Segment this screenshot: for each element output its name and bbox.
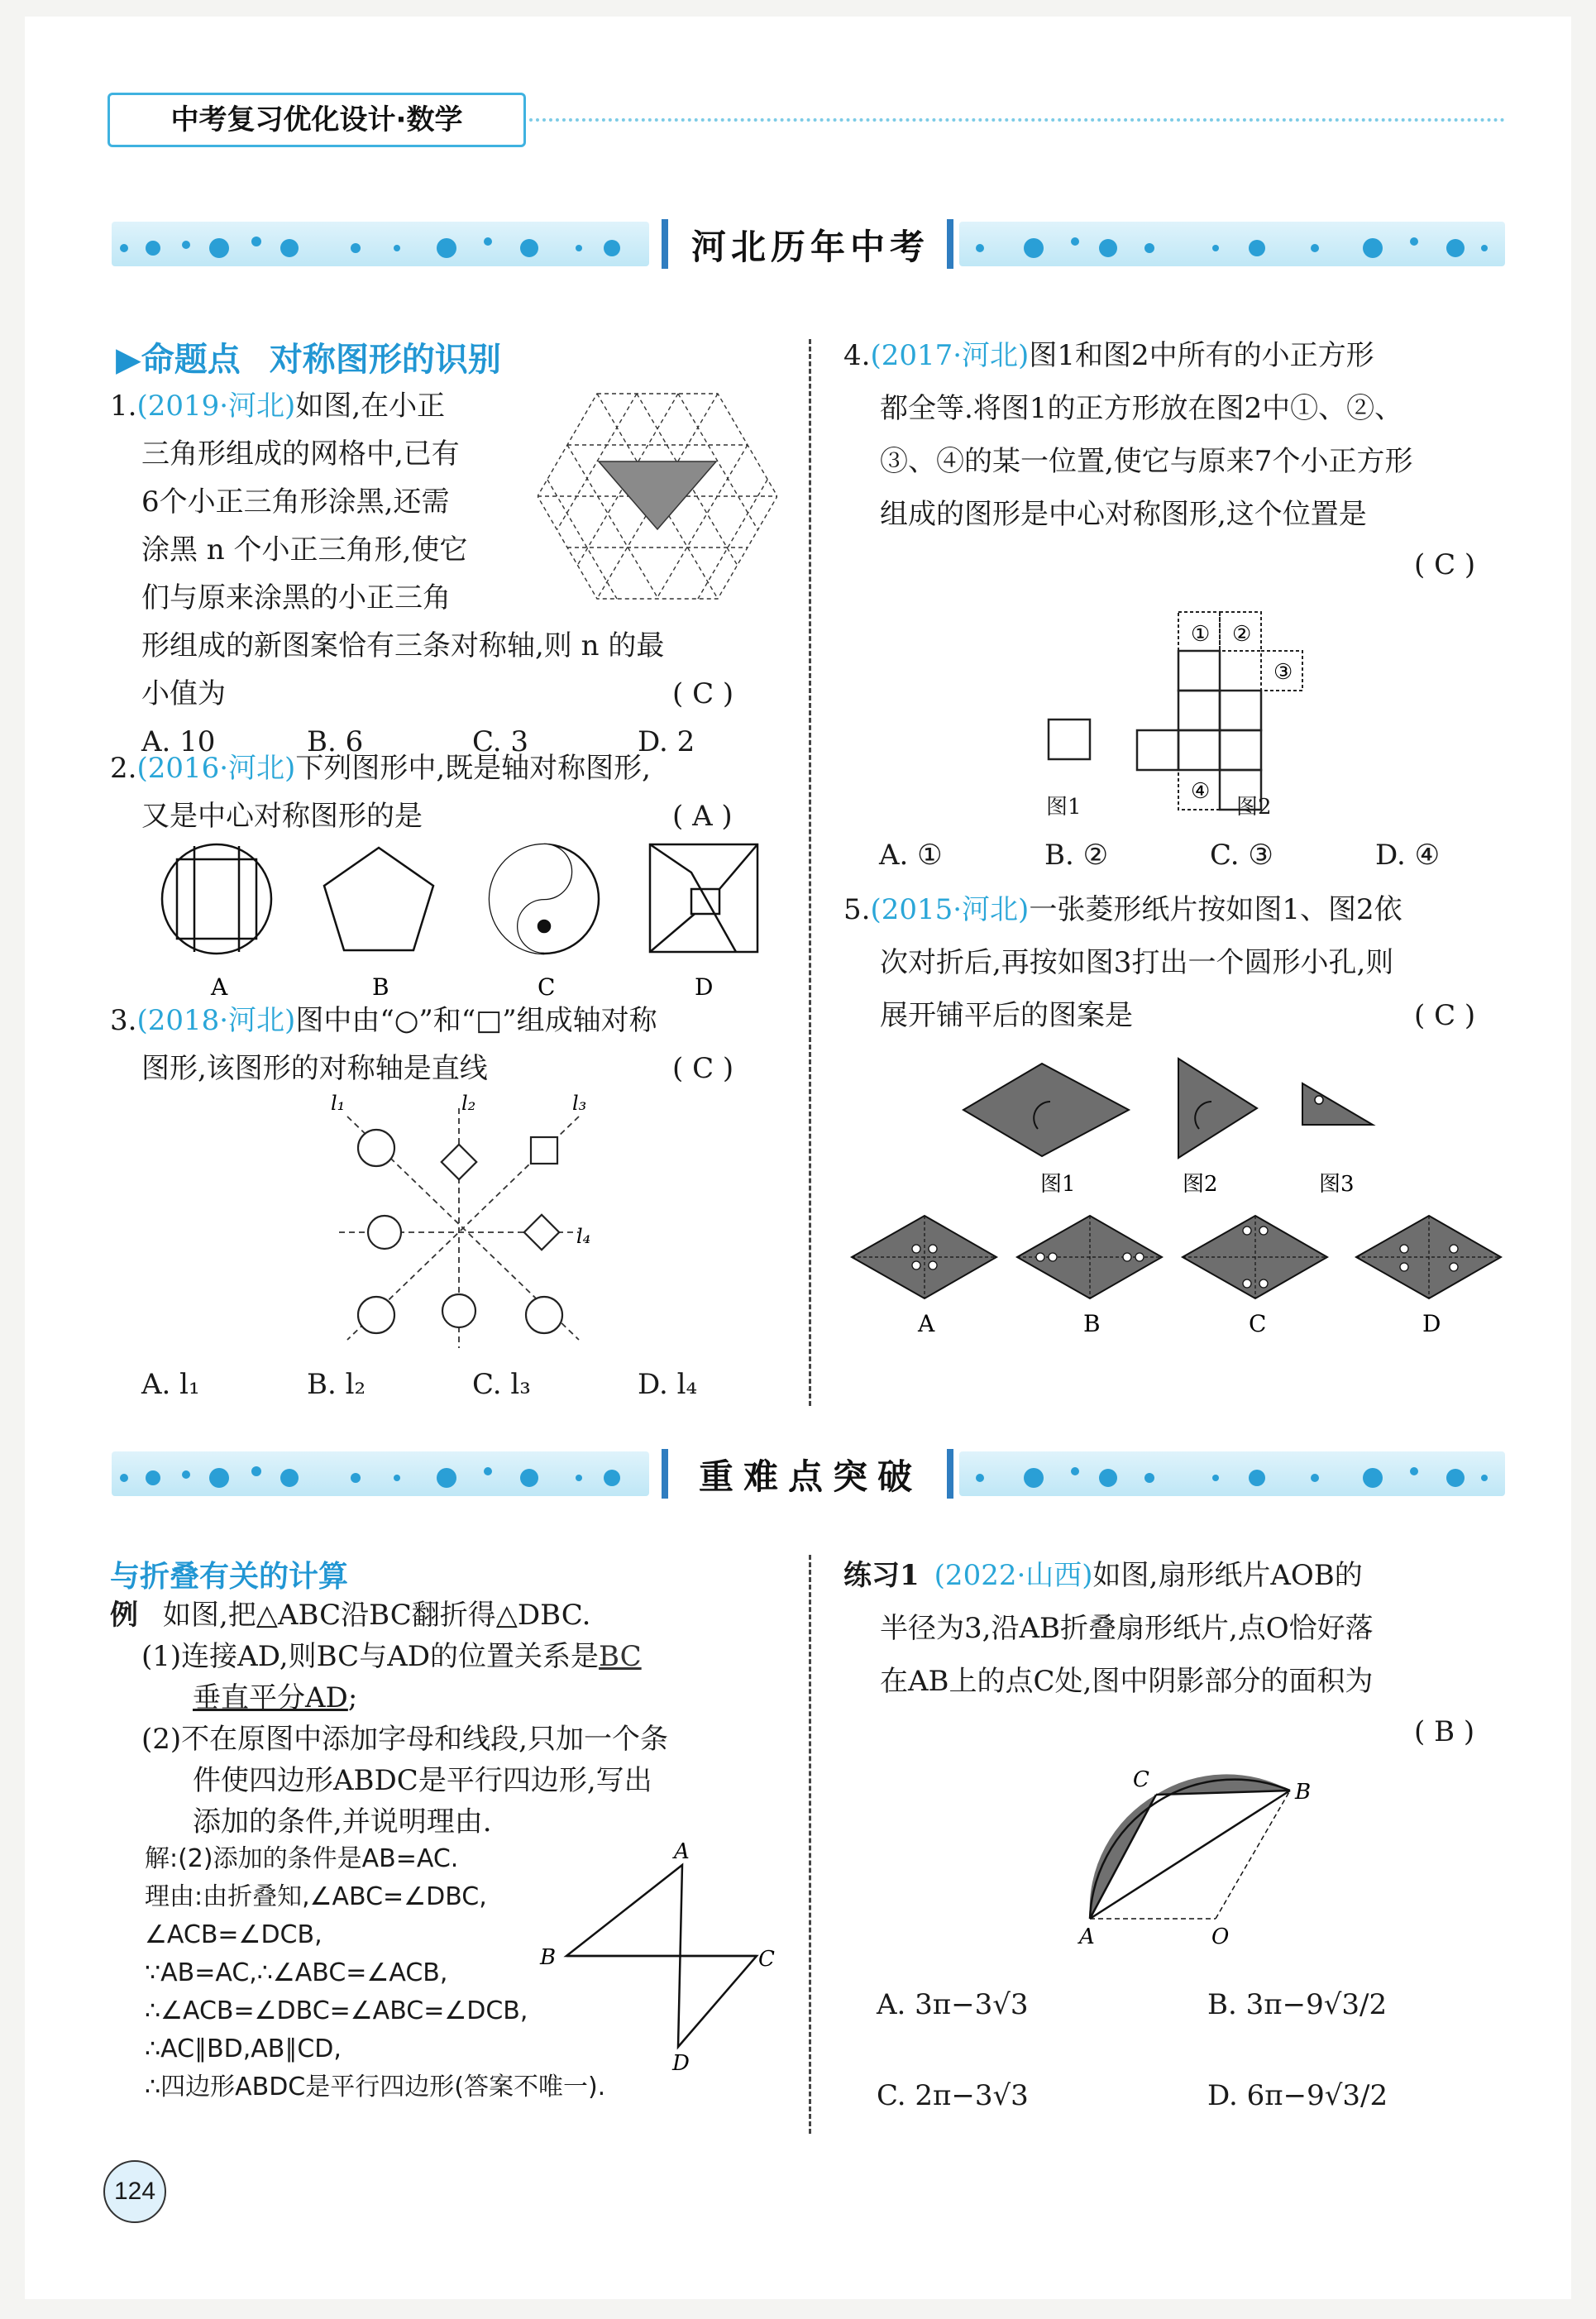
practice-option-a: A. 3π−3√3 [877,1988,1029,2021]
q1-source: (2019·河北) [136,390,296,423]
kite-label-a: A [674,1840,690,1864]
section-bar-left [662,219,668,269]
band2-decoration-left [116,1455,645,1494]
q2-label-d: D [695,973,714,1001]
q5-fig2-caption: 图2 [1183,1172,1218,1197]
practice-tag: 练习1 [843,1559,920,1592]
band2-decoration-right [968,1455,1497,1494]
kite-label-b: B [540,1945,557,1970]
line-l3-label: l₃ [572,1092,587,1115]
q4-source: (2017·河北) [870,339,1030,372]
q3-options [141,1360,803,1408]
q2-answer: ( A ) [672,800,733,833]
practice-source: (2022·山西) [934,1559,1093,1592]
example-answer-2: 垂直平分AD [193,1681,348,1714]
q5-fig1-caption: 图1 [1040,1172,1076,1197]
question-5: 5.(2015·河北)一张菱形纸片按如图1、图2依 次对折后,再按如图3打出一个圆形小孔,则 展开铺平后的图案是 ( C ) [843,883,1522,1042]
header-dotted-rule [529,118,1505,122]
topic-marker-icon: ▶ [116,341,141,379]
topic2-heading: 与折叠有关的计算 [110,1560,349,1594]
practice-options [877,1981,1538,2112]
q5-fold-figures [959,1050,1406,1199]
practice-option-b: B. 3π−9√3/2 [1207,1988,1388,2021]
line-l4-label: l₄ [576,1225,591,1248]
band-decoration-right [968,225,1497,265]
q4-option-a: A. ① [879,839,943,872]
column-divider [809,339,811,1406]
q4-fig1-caption: 图1 [1046,795,1082,820]
q2-source: (2016·河北) [136,752,296,785]
section2-bar-left [662,1449,668,1499]
example-answer-1: BC [599,1640,642,1673]
q4-option-d: D. ④ [1375,839,1441,872]
sector-label-o: O [1211,1925,1230,1949]
practice-option-c: C. 2π−3√3 [877,2079,1029,2112]
question-3: 3.(2018·河北)图中由“○”和“□”组成轴对称 图形,该图形的对称轴是直线 ( C ) [110,997,772,1093]
kite-label-d: D [672,2051,690,2072]
q3-source: (2018·河北) [136,1004,296,1037]
sector-label-b: B [1295,1780,1312,1805]
practice-1: 练习1 (2022·山西)如图,扇形纸片AOB的 半径为3,沿AB折叠扇形纸片,点O恰好落 在AB上的点C处,图中阴影部分的面积为 ( B ) [843,1549,1522,1757]
column-divider-2 [809,1555,811,2134]
section-bar-right [947,219,953,269]
q1-option-c: C. 3 [472,725,529,758]
q4-pos-2: ② [1232,622,1252,647]
topic-heading [116,333,501,380]
q1-option-a: A. 10 [141,725,216,758]
q4-option-b: B. ② [1044,839,1109,872]
q3-symmetry-figure [331,1092,604,1356]
line-l1-label: l₁ [331,1092,346,1115]
q5-option-b-label: B [1083,1310,1101,1337]
q5-fig3-caption: 图3 [1319,1172,1355,1197]
q2-label-c: C [538,973,556,1001]
sector-label-c: C [1133,1767,1149,1792]
topic-name: 对称图形的识别 [269,341,501,379]
example-solution: 解:(2)添加的条件是AB=AC. 理由:由折叠知,∠ABC=∠DBC, ∠ACB=∠DCB, ∵AB=AC,∴∠ABC=∠ACB, ∴∠ACB=∠DBC=∠ABC=∠DCB, ∴AC∥BD,AB∥CD, ∴四边形ABDC是平行四边形(答案不唯一). [145,1844,606,2101]
q2-figures [157,839,769,1001]
section2-bar-right [947,1449,953,1499]
section2-title: 重难点突破 [698,1456,922,1497]
topic-label: 命题点 [141,341,241,379]
question-2: 2.(2016·河北)下列图形中,既是轴对称图形, 又是中心对称图形的是 ( A ) [110,744,772,840]
q4-option-c: C. ③ [1210,839,1273,872]
triangle-grid-figure [538,389,777,604]
q3-option-c: C. l₃ [472,1368,531,1401]
example-kite-figure [533,1840,781,2072]
page-number: 124 [103,2160,166,2223]
q3-option-b: B. l₂ [307,1368,366,1401]
q1-answer: ( C ) [672,677,734,710]
q5-source: (2015·河北) [870,893,1030,926]
q4-fig2-caption: 图2 [1236,795,1272,820]
band-decoration-left [116,225,645,265]
q5-options-figures [848,1207,1526,1348]
q1-option-b: B. 6 [307,725,364,758]
book-title: 中考复习优化设计·数学 [108,93,526,147]
q4-pos-3: ③ [1273,660,1293,685]
example-problem: 例 如图,把△ABC沿BC翻折得△DBC. (1)连接AD,则BC与AD的位置关系是BC 垂直平分AD; (2)不在原图中添加字母和线段,只加一个条 件使四边形ABDC是平行四边形,写出 添加的条件,并说明理由. [110,1599,668,1838]
q5-option-d-label: D [1422,1310,1441,1337]
q5-option-a-label: A [918,1310,935,1337]
q5-option-c-label: C [1249,1310,1267,1337]
q4-answer: ( C ) [1414,548,1476,581]
kite-label-c: C [758,1947,775,1972]
section-title: 河北历年中考 [690,227,929,267]
q4-options [879,831,1541,879]
question-1: 1.(2019·河北)如图,在小正 三角形组成的网格中,已有 6个小正三角形涂黑,还需 涂黑 n 个小正三角形,使它 们与原来涂黑的小正三角 形组成的新图案恰有三条对称轴,则 n 的最 小值为 ( C ) A. 10 B. 6 C. 3 D. 2 [110,382,772,766]
q3-answer: ( C ) [672,1052,734,1085]
question-4: 4.(2017·河北)图1和图2中所有的小正方形 都全等.将图1的正方形放在图2中①、②、 ③、④的某一位置,使它与原来7个小正方形 组成的图形是中心对称图形,这个位置是 ( C ) [843,329,1522,591]
q4-pos-1: ① [1191,622,1211,647]
line-l2-label: l₂ [461,1092,476,1115]
q3-option-d: D. l₄ [638,1368,698,1401]
example-tag: 例 [110,1599,138,1632]
sector-label-a: A [1079,1925,1095,1949]
q2-label-b: B [372,973,389,1001]
q3-option-a: A. l₁ [141,1368,200,1401]
sector-figure [1067,1757,1340,1956]
practice-option-d: D. 6π−9√3/2 [1207,2079,1388,2112]
q4-pos-4: ④ [1191,779,1211,804]
practice-answer: ( B ) [1414,1715,1475,1748]
q1-option-d: D. 2 [638,725,695,758]
q2-label-a: A [211,973,228,1001]
q5-answer: ( C ) [1414,999,1476,1032]
